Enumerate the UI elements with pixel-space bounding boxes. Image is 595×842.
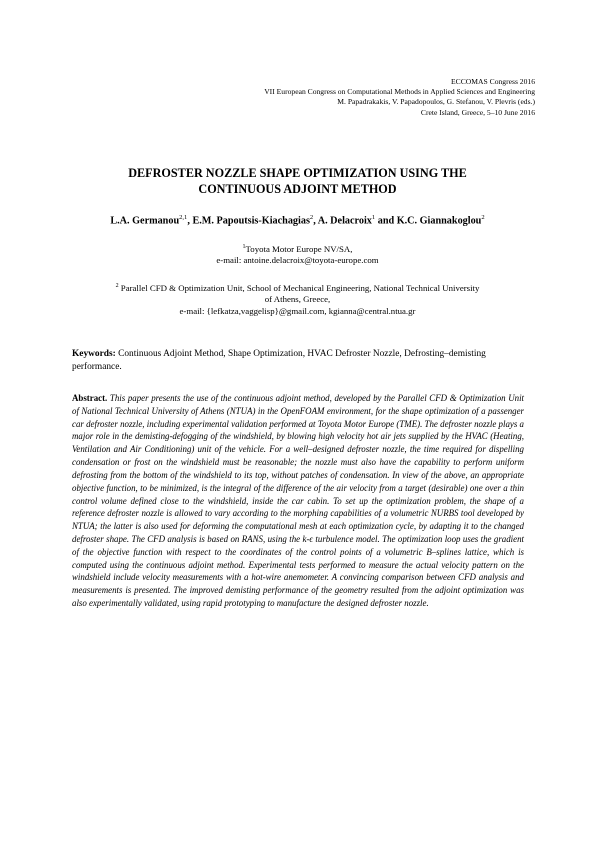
author-separator: , — [187, 215, 193, 227]
keywords-label: Keywords: — [72, 349, 116, 359]
editors: M. Papadrakakis, V. Papadopoulos, G. Stefanou, V. Plevris (eds.) — [337, 97, 535, 107]
affiliation-name: Toyota Motor Europe NV/SA, — [245, 243, 353, 254]
abstract-text: This paper presents the use of the continuous adjoint method, developed by the Parallel CFD & Optimization Unit of National Technical University of Athens (NTUA) in the OpenFOAM environment, for the shape optimization of a passenger car defroster nozzle, including experimental validation performed at Toyota Motor Europe (TME). The defroster nozzle plays a major role in the demisting-defogging of the windshield, by blowing high velocity hot air jets supplied by the HVAC (Heating, Ventilation and Air Conditioning) unit of the vehicle. For a well–designed defroster nozzle, the time required for dispelling condensation or frost on the windshield must be reasonable; the nozzle must also have the capability to perform uniform defrosting from the bottom of the windshield to its top, without patches of condensation. In view of the above, an appropriate objective function, to be minimized, is the integral of the difference of the air velocity from a target (desirable) one over a thin control volume defined close to the windshield, inside the car cabin. To set up the optimization problem, the shape of a reference defroster nozzle is allowed to vary according to the morphing capabilities of a volumetric NURBS tool developed by NTUA; the latter is also used for deforming the computational mesh at each optimization cycle, by adapting it to the changed defroster shape. The CFD analysis is based on RANS, using the k-ϵ turbulence model. The optimization loop uses the gradient of the objective function with respect to the coordinates of the control points of a volumetric B–splines lattice, which is computed using the continuous adjoint method. Experimental tests performed to measure the actual velocity pattern on the windshield include velocity measurements with a hot-wire anemometer. A convincing comparison between CFD analysis and measurements is presented. The improved demisting performance of the geometry resulted from the adjoint optimization was also experimentally validated, using rapid prototyping to manufacture the designed defroster nozzle. — [72, 393, 525, 608]
author-name: E.M. Papoutsis-Kiachagias — [192, 215, 310, 227]
author-affiliation-mark: 2 — [309, 214, 314, 221]
affiliation-name: Parallel CFD & Optimization Unit, School of Mechanical Engineering, National Technical University — [120, 282, 480, 293]
affiliation-name-cont: of Athens, Greece, — [264, 294, 331, 305]
author-separator: , — [313, 215, 318, 227]
author-affiliation-mark: 1 — [371, 214, 376, 221]
affiliation-2 — [60, 281, 535, 317]
abstract-section — [72, 392, 524, 610]
affiliation-mark: 1 — [242, 244, 246, 250]
keywords-section — [72, 348, 524, 374]
paper-title — [60, 166, 535, 197]
author-affiliation-mark: 2 — [481, 214, 485, 221]
author-name: A. Delacroix — [317, 215, 372, 227]
conference-name: ECCOMAS Congress 2016 — [451, 77, 535, 86]
author-name: L.A. Germanou — [110, 215, 180, 227]
title-line-1: DEFROSTER NOZZLE SHAPE OPTIMIZATION USING THE — [128, 166, 467, 180]
author-list — [40, 214, 555, 226]
author-name: K.C. Giannakoglou — [396, 215, 482, 227]
conference-header — [264, 77, 535, 118]
title-line-2: CONTINUOUS ADJOINT METHOD — [198, 181, 397, 196]
affiliation-email: e-mail: {lefkatza,vaggelisp}@gmail.com, kgianna@central.ntua.gr — [179, 305, 416, 316]
venue-date: Crete Island, Greece, 5–10 June 2016 — [420, 107, 535, 117]
keywords-text: Continuous Adjoint Method, Shape Optimization, HVAC Defroster Nozzle, Defrosting–demisting performance. — [72, 349, 486, 373]
abstract-label: Abstract. — [72, 393, 108, 403]
author-affiliation-mark: 2,1 — [179, 214, 188, 221]
congress-full-name: VII European Congress on Computational Methods in Applied Sciences and Engineering — [264, 87, 535, 97]
author-separator: and — [375, 215, 397, 227]
affiliation-mark: 2 — [115, 283, 119, 289]
affiliation-email: e-mail: antoine.delacroix@toyota-europe.com — [216, 255, 379, 266]
affiliation-1 — [60, 242, 535, 267]
